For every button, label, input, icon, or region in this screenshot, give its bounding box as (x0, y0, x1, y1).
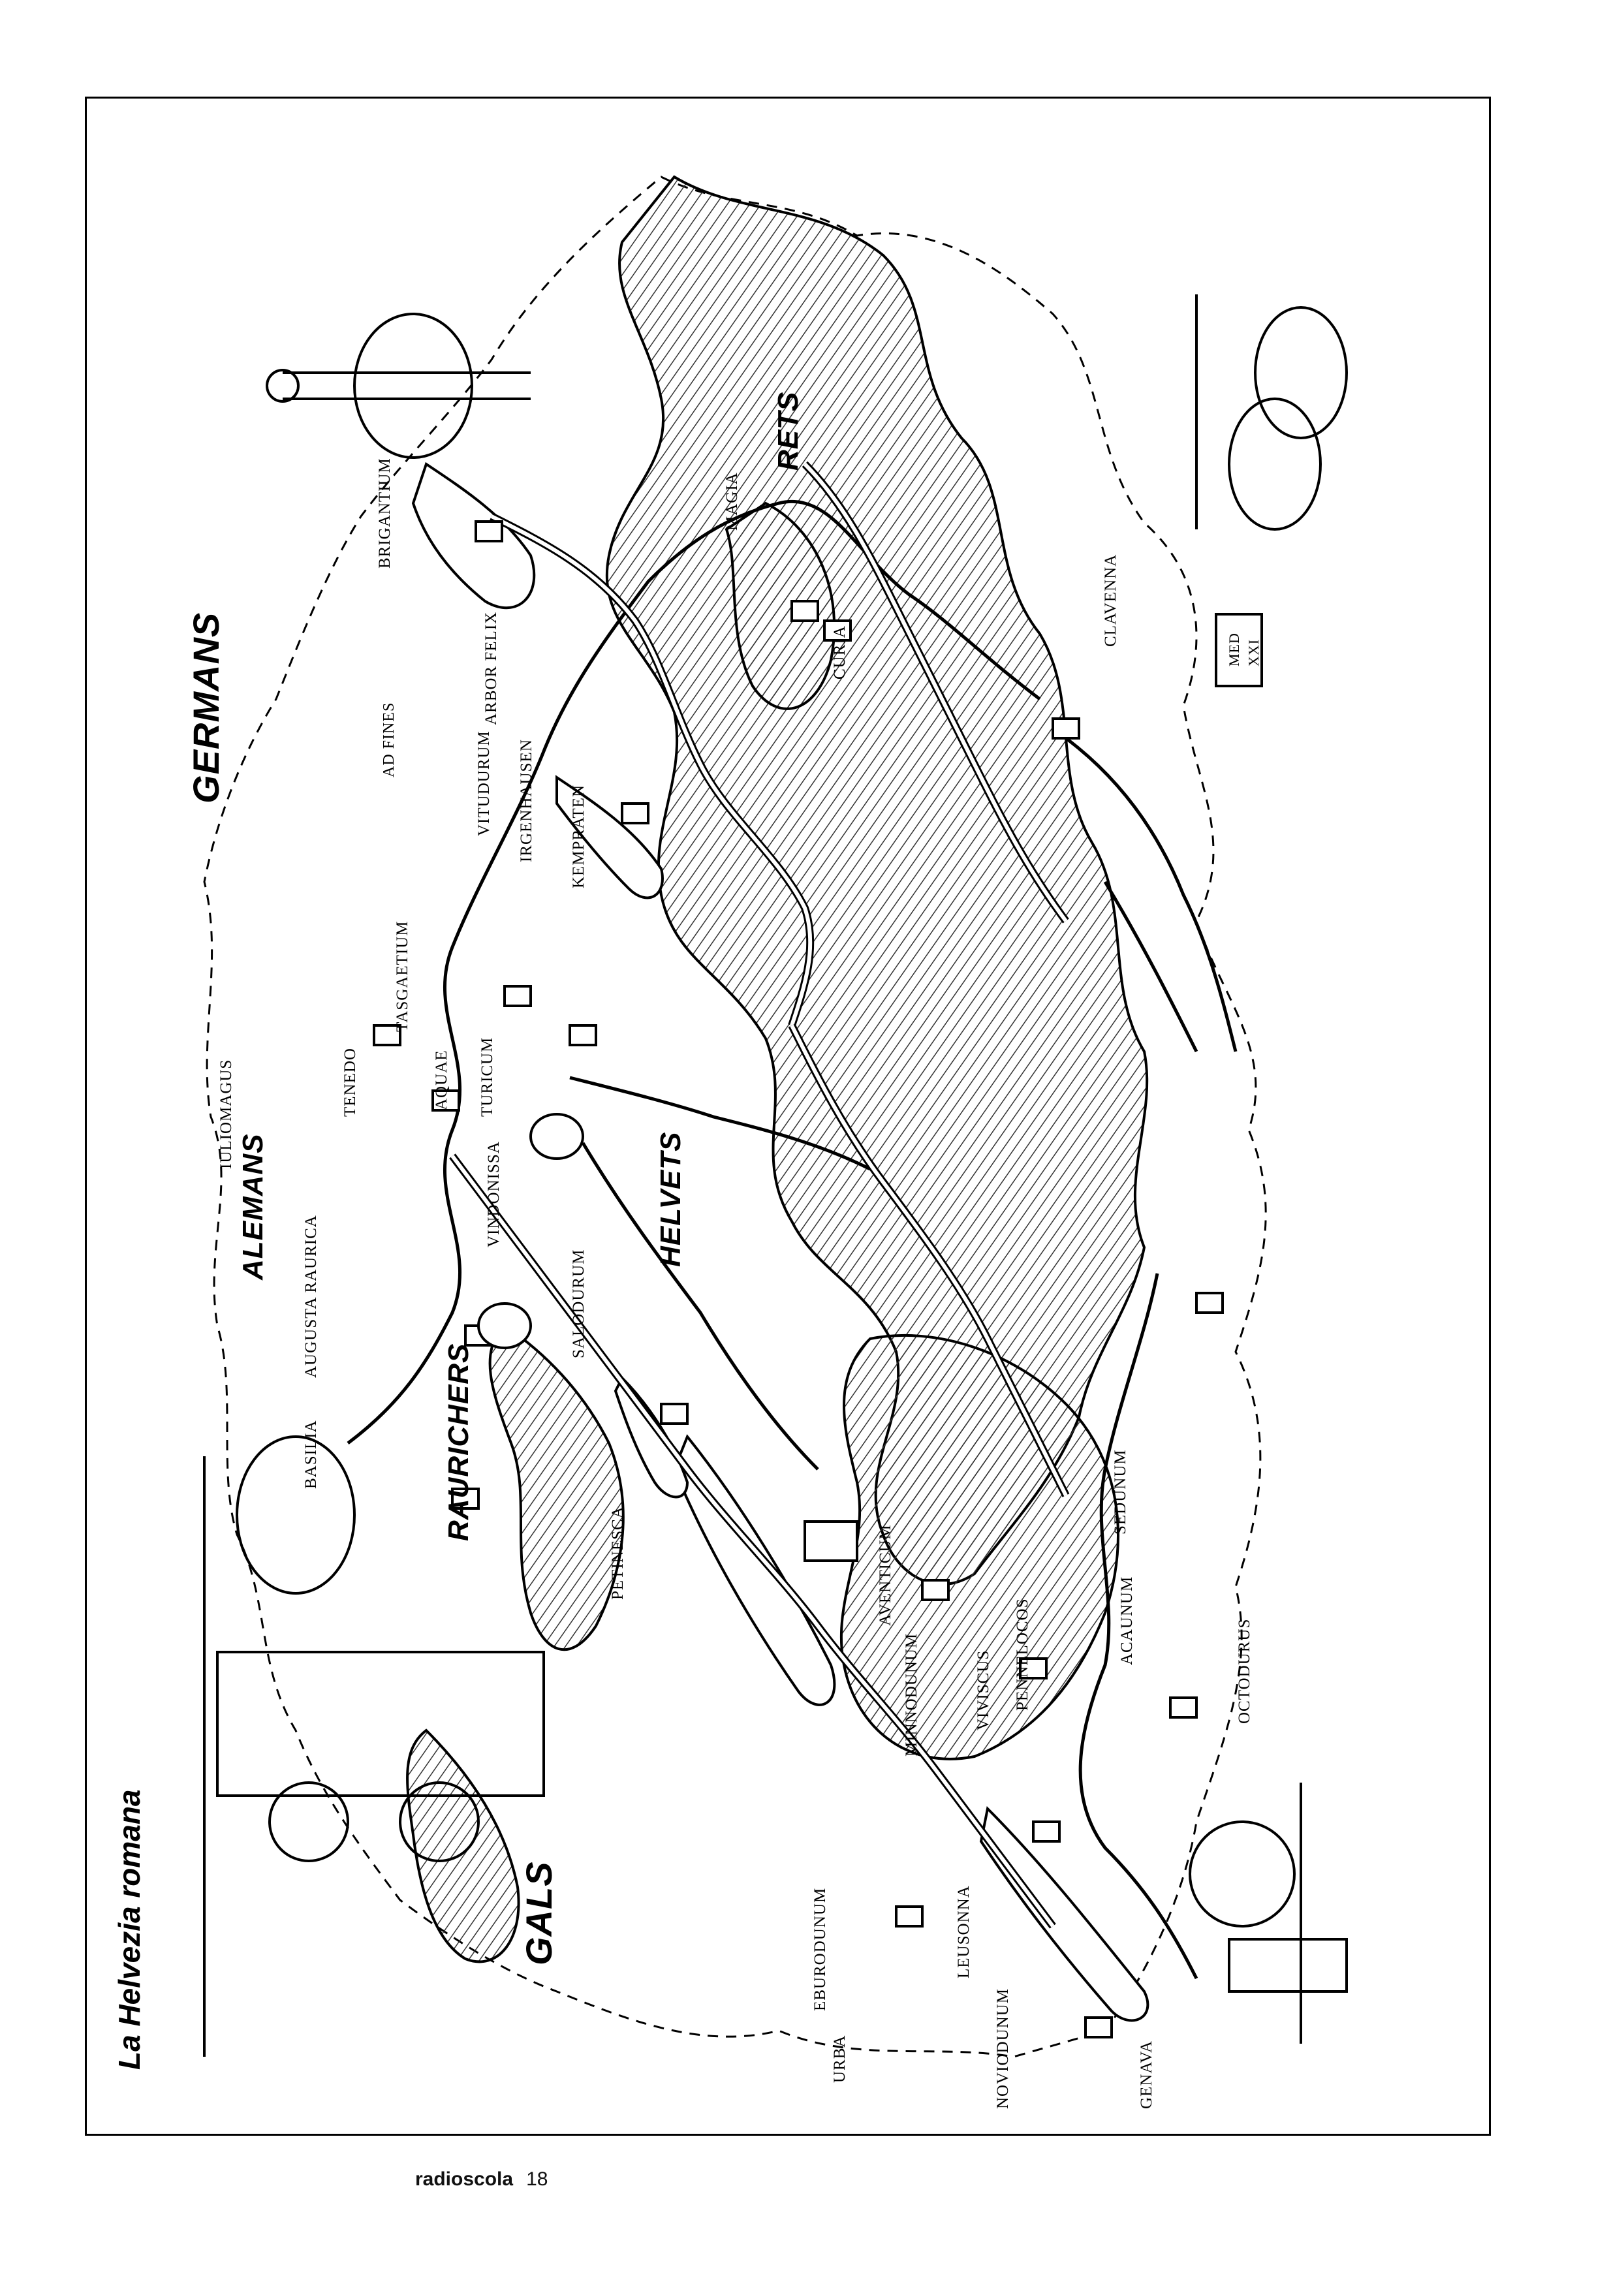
milestone-line1: MED (1226, 632, 1242, 666)
place-vitudurum: VITUDURUM (475, 730, 493, 836)
settlement-marker (1170, 1698, 1196, 1717)
place-augusta-raurica: AUGUSTA RAURICA (302, 1215, 320, 1378)
place-ad-fines-1: AD FINES (381, 702, 398, 777)
settlement-marker (922, 1580, 948, 1600)
settlement-marker (1033, 1822, 1059, 1841)
place-urba: URBA (831, 2035, 849, 2083)
figure-roman-soldier (1190, 1783, 1347, 2044)
place-aventicum: AVENTICUM (877, 1524, 894, 1626)
settlement-marker (661, 1404, 687, 1424)
place-viviscus: VIVISCUS (975, 1649, 992, 1730)
settlement-marker (896, 1907, 922, 1926)
place-magia: MAGIA (723, 472, 741, 531)
settlement-marker (570, 1025, 596, 1045)
place-eburodunum: EBURODUNUM (811, 1887, 829, 2011)
settlement-marker (476, 522, 502, 541)
figure-germanic-warrior (267, 314, 531, 458)
settlement-marker (1196, 1293, 1223, 1313)
place-turicum: TURICUM (478, 1037, 496, 1117)
publication-name: radioscola (415, 2168, 514, 2190)
figure-roman-wagon (204, 1437, 544, 2057)
figure-roman-citizens (1196, 294, 1347, 529)
place-vindonissa: VINDONISSA (485, 1141, 503, 1247)
milestone-line2: XXI (1245, 638, 1262, 666)
tribe-raurichers: RAURICHERS (443, 1343, 475, 1541)
amphitheatre-marker (478, 1304, 531, 1348)
mountain-region (490, 1326, 623, 1649)
mountain-region (407, 1730, 518, 1961)
tribe-rets: RETS (772, 391, 804, 471)
place-noviodunum: NOVIODUNUM (994, 1988, 1012, 2109)
place-lousonna: LEUSONNA (955, 1885, 973, 1978)
settlement-marker (1053, 719, 1079, 738)
place-salodurum: SALODURUM (570, 1249, 587, 1358)
place-octodurus: OCTODURUS (1236, 1618, 1253, 1724)
settlement-marker (805, 1522, 857, 1561)
place-irgenhausen: IRGENHAUSEN (518, 739, 535, 862)
tribe-helvets: HELVETS (655, 1131, 687, 1267)
place-arbor-felix: ARBOR FELIX (482, 611, 500, 725)
place-aquae: AQUAE (433, 1050, 450, 1110)
place-acaunum: ACAUNUM (1118, 1576, 1136, 1665)
place-genava: GENAVA (1138, 2040, 1155, 2109)
page-number: 18 (526, 2168, 548, 2190)
lake-biel (616, 1378, 687, 1497)
tribe-gals: GALS (518, 1861, 559, 1965)
place-curia: CURIA (831, 625, 849, 679)
amphitheatre-marker (531, 1114, 583, 1159)
place-clavenna: CLAVENNA (1102, 554, 1119, 647)
page-footer (415, 2168, 548, 2191)
tribe-alemans: ALEMANS (237, 1133, 269, 1280)
tribe-germans: GERMANS (185, 612, 226, 804)
place-iuliomagus: IULIOMAGUS (217, 1059, 235, 1169)
lake-neuchatel (674, 1437, 834, 1705)
place-sedunum: SEDUNUM (1112, 1449, 1129, 1535)
settlement-marker (1085, 2018, 1112, 2037)
settlement-marker (622, 804, 648, 823)
place-minnodunum: MINNODUNUM (903, 1632, 920, 1756)
place-kempraten: KEMPRATEN (570, 784, 587, 888)
place-brigantium: BRIGANTIUM (376, 458, 394, 569)
map-title: La Helvezia romana (112, 1789, 146, 2070)
settlement-marker (792, 601, 818, 621)
map-frame (85, 97, 1491, 2136)
lake-constance (413, 464, 534, 608)
place-tasgaetium: TASGAETIUM (394, 920, 411, 1032)
settlement-marker (505, 986, 531, 1006)
place-petinesca: PETINESCA (609, 1506, 627, 1600)
place-tenedo: TENEDO (341, 1048, 359, 1117)
place-pennelocos: PENNELOCOS (1014, 1598, 1031, 1711)
place-basilia: BASILIA (302, 1420, 320, 1489)
